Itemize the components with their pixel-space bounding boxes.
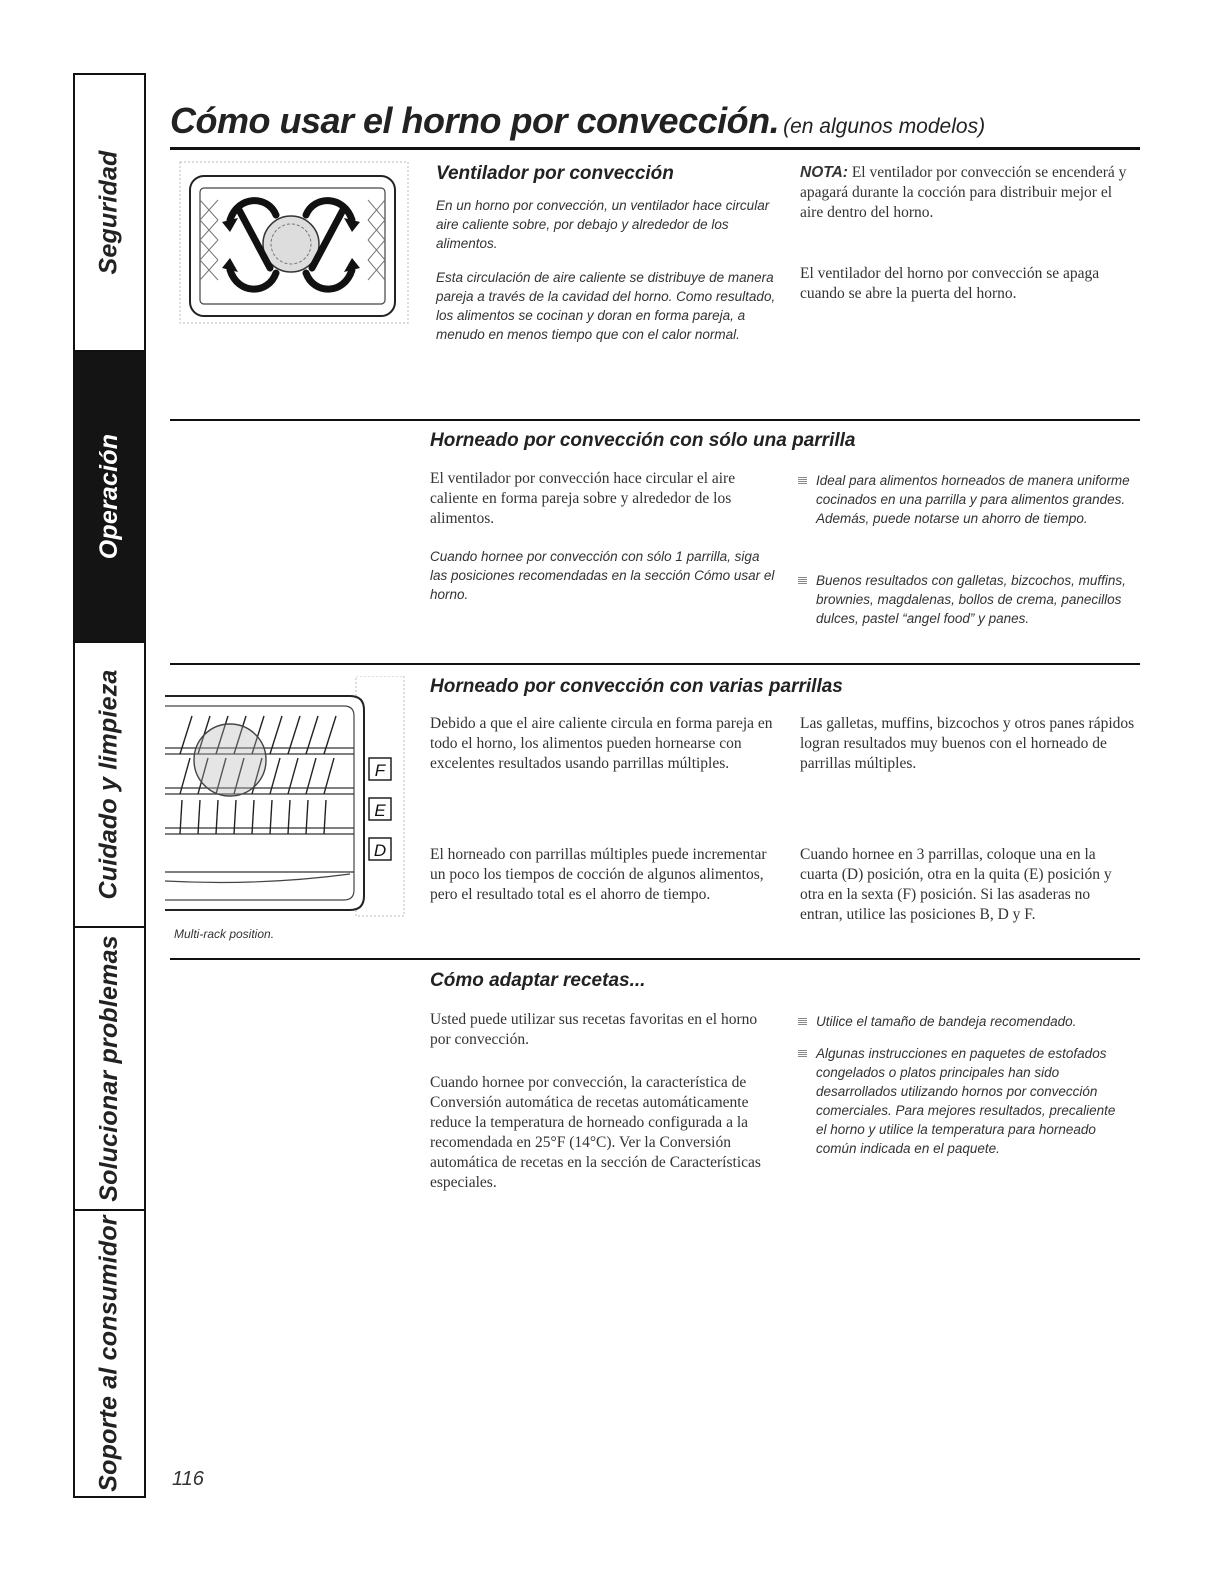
section3-para1: Debido a que el aire caliente circula en forma pareja en todo el horno, los alimentos pueden hornearse con excelentes resultados usando parrillas múltiples.	[430, 715, 773, 772]
tab-operacion[interactable]: Operación	[75, 352, 144, 643]
section1-para1: En un horno por convección, un ventilador hace circular aire caliente sobre, por debajo y alrededor de los alimentos.	[436, 198, 770, 251]
section2-bullet-1: Ideal para alimentos horneados de manera uniforme cocinados en una parrilla y para alimentos grandes. Además, puede notarse un ahorro de tiempo.	[796, 471, 1146, 528]
tab-solucionar-problemas[interactable]: Solucionar problemas	[75, 928, 144, 1211]
note-text: El ventilador por convección se encenderá y apagará durante la cocción para distribuir mejor el aire dentro del horno.	[800, 164, 1127, 221]
section2-bullet-2: Buenos resultados con galletas, bizcochos, muffins, brownies, magdalenas, bollos de crema, panecillos dulces, pastel “angel food” y panes.	[796, 571, 1146, 628]
section-heading-ventilador: Ventilador por convección	[436, 163, 674, 184]
section1-para2: Esta circulación de aire caliente se distribuye de manera pareja a través de la cavidad del horno. Como resultado, los alimentos se cocinan y doran en forma pareja, a menudo en menos tiempo que con el calor normal.	[436, 270, 776, 342]
section-heading-una-parrilla: Horneado por convección con sólo una parrilla	[430, 430, 856, 451]
section-heading-adaptar-recetas: Cómo adaptar recetas...	[430, 970, 646, 991]
section4-para1: Usted puede utilizar sus recetas favoritas en el horno por convección.	[430, 1011, 758, 1048]
multi-rack-illustration	[160, 676, 410, 926]
section-rule-1	[170, 419, 1140, 421]
section4-bullet-2: Algunas instrucciones en paquetes de estofados congelados o platos principales han sido desarrollados utilizando hornos por convección comerciales. Para mejores resultados, precaliente el horno y utilice la temperatura para horneado común indicada en el paquete.	[796, 1044, 1126, 1158]
rack-label-d: D	[373, 841, 387, 860]
figure-caption: Multi-rack position.	[174, 927, 275, 941]
rack-label-e: E	[374, 801, 386, 820]
section-rule-3	[170, 958, 1140, 960]
section4-bullet-1: Utilice el tamaño de bandeja recomendado.	[796, 1012, 1146, 1031]
sidebar-tabs	[73, 73, 146, 1498]
tab-cuidado-y-limpieza[interactable]: Cuidado y limpieza	[75, 643, 144, 928]
rack-label-f: F	[374, 761, 386, 780]
section3-para2: El horneado con parrillas múltiples puede incrementar un poco los tiempos de cocción de algunos alimentos, pero el resultado total es el ahorro de tiempo.	[430, 846, 767, 903]
section3-para4: Cuando hornee en 3 parrillas, coloque una en la cuarta (D) posición, otra en la quita (E) posición y otra en la sexta (F) posición. Si las asaderas no entran, utilice las posiciones B, D y F.	[800, 846, 1112, 923]
section3-para3: Las galletas, muffins, bizcochos y otros panes rápidos logran resultados muy buenos con el horneado de parrillas múltiples.	[800, 715, 1135, 772]
page-title-main: Cómo usar el horno por convección.	[170, 100, 780, 141]
page-number: 116	[172, 1468, 204, 1490]
title-rule	[170, 147, 1140, 150]
section-rule-2	[170, 663, 1140, 665]
section-heading-varias-parrillas: Horneado por convección con varias parrillas	[430, 676, 843, 697]
section4-para2: Cuando hornee por convección, la característica de Conversión automática de recetas automáticamente reduce la temperatura de horneado configurada a la recomendada en 25°F (14°C). Ver la Conversión automática de recetas en la sección de Características especiales.	[430, 1074, 761, 1191]
section2-para2: Cuando hornee por convección con sólo 1 parrilla, siga las posiciones recomendadas en la sección Cómo usar el horno.	[430, 549, 775, 602]
convection-fan-illustration	[178, 160, 410, 325]
section1-para3: El ventilador del horno por convección se apaga cuando se abre la puerta del horno.	[800, 265, 1100, 302]
section2-para1: El ventilador por convección hace circular el aire caliente en forma pareja sobre y alrededor de los alimentos.	[430, 470, 736, 527]
note-label: NOTA:	[800, 164, 848, 181]
page-title	[170, 100, 985, 142]
page-title-sub: (en algunos modelos)	[783, 115, 986, 138]
tab-soporte-al-consumidor[interactable]: Soporte al consumidor	[95, 1215, 123, 1492]
tab-seguridad[interactable]: Seguridad	[75, 75, 144, 352]
section1-note	[800, 163, 1135, 223]
